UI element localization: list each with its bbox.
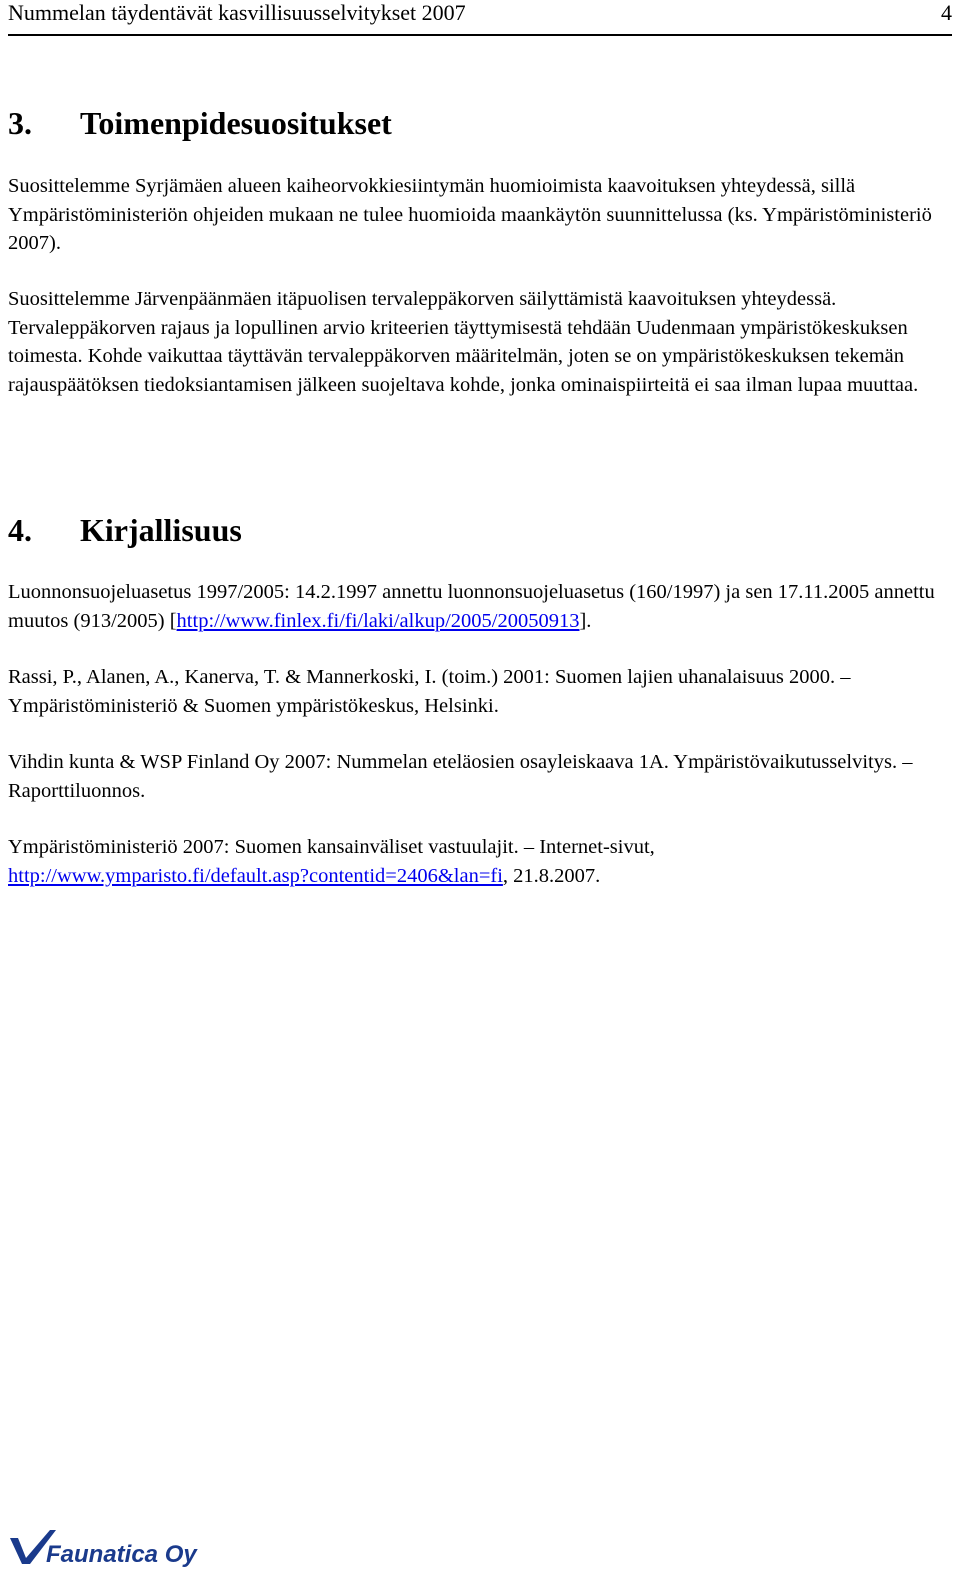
section-3-paragraph-2: Suosittelemme Järvenpäänmäen itäpuolisen tervaleppäkorven säilyttämistä kaavoituksen yhteydessä. Tervaleppäkorven rajaus ja lopullinen arvio kriteerien täyttymisestä tehdään Uudenmaan ympäristökeskuksen toimesta. Kohde vaikuttaa täyttävän tervaleppäkorven määritelmän, joten se on ympäristökeskuksen tekemän rajauspäätöksen tiedoksiantamisen jälkeen suojeltava kohde, jonka ominaispiirteitä ei saa ilman lupaa muuttaa. (8, 288, 919, 396)
finlex-link[interactable]: http://www.finlex.fi/fi/laki/alkup/2005/20050913 (176, 609, 580, 632)
section-4-heading (8, 511, 242, 549)
ymparisto-link[interactable]: http://www.ymparisto.fi/default.asp?contentid=2406&lan=fi (8, 864, 503, 887)
reference-4-text: Ympäristöministeriö 2007: Suomen kansainväliset vastuulajit. – Internet-sivut, (8, 836, 655, 858)
page-number: 4 (941, 0, 952, 25)
logo-text: Faunatica Oy (46, 1541, 197, 1568)
reference-rassi: Rassi, P., Alanen, A., Kanerva, T. & Mannerkoski, I. (toim.) 2001: Suomen lajien uhanalaisuus 2000. – Ympäristöministeriö & Suomen ympäristökeskus, Helsinki. (8, 666, 851, 717)
section-3-paragraph-1: Suosittelemme Syrjämäen alueen kaiheorvokkiesiintymän huomioimista kaavoituksen yhteydessä, sillä Ympäristöministeriön ohjeiden mukaan ne tulee huomioida maankäytön suunnittelussa (ks. Ympäristöministeriö 2007). (8, 175, 932, 254)
reference-1-text: Luonnonsuojeluasetus 1997/2005: 14.2.1997 annettu luonnonsuojeluasetus (160/1997) ja sen 17.11.2005 annettu muutos (913/2005) [ (8, 581, 935, 632)
reference-ymparistoministerio (8, 833, 953, 890)
section-3-title: Toimenpidesuositukset (80, 105, 392, 141)
faunatica-logo (8, 1528, 208, 1570)
reference-4-tail: , 21.8.2007. (502, 864, 601, 887)
section-3-heading (8, 104, 392, 142)
reference-1-tail: ]. (579, 609, 592, 632)
section-4-number: 4. (8, 512, 32, 548)
reference-vihdin-kunta: Vihdin kunta & WSP Finland Oy 2007: Nummelan eteläosien osayleiskaava 1A. Ympäristövaikutusselvitys. – Raporttiluonnos. (8, 751, 913, 802)
document-title: Nummelan täydentävät kasvillisuusselvitykset 2007 (8, 0, 466, 25)
section-3-number: 3. (8, 105, 32, 141)
reference-luonnonsuojeluasetus (8, 578, 953, 635)
page-header (8, 0, 952, 36)
section-4-title: Kirjallisuus (80, 512, 242, 548)
